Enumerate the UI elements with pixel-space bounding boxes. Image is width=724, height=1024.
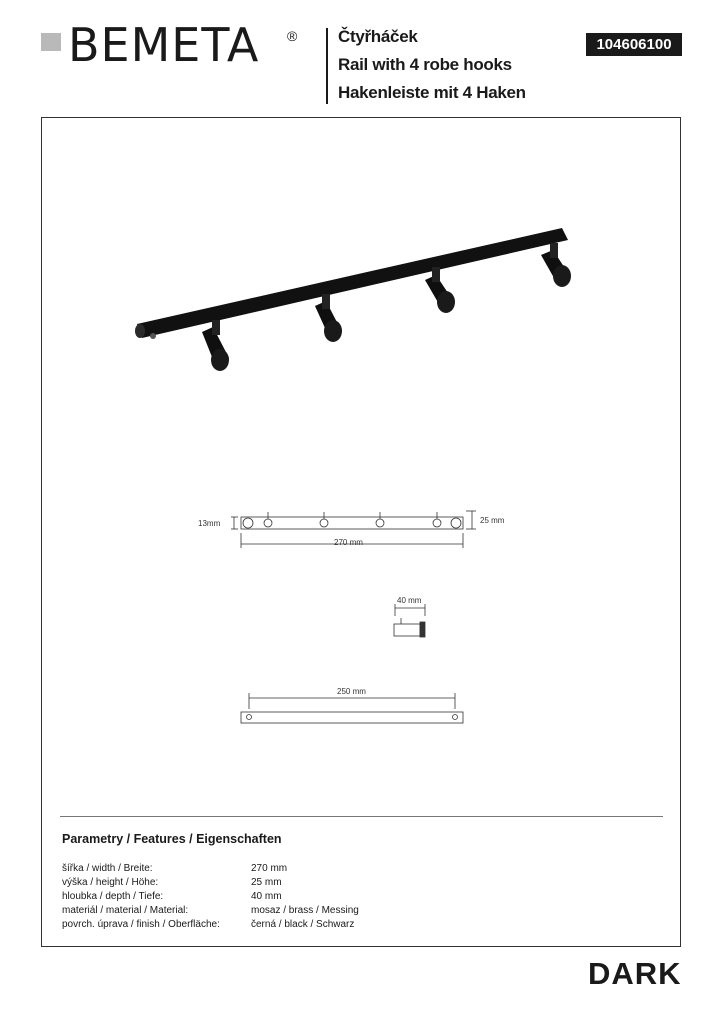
feature-row — [62, 862, 359, 876]
brand-logo: BEMETA — [68, 18, 260, 72]
hook-depth-label: 40 mm — [397, 596, 422, 605]
feature-row — [62, 904, 359, 918]
width-dimension-label: 270 mm — [334, 538, 363, 547]
height-dimension-label: 13mm — [198, 519, 221, 528]
feature-value: 270 mm — [251, 863, 288, 874]
features-table — [62, 862, 359, 932]
registered-mark: ® — [287, 28, 298, 44]
mounting-plate-drawing — [241, 693, 463, 723]
feature-value: černá / black / Schwarz — [251, 919, 355, 930]
title-english: Rail with 4 robe hooks — [338, 55, 512, 74]
section-divider — [60, 816, 663, 817]
feature-label: hloubka / depth / Tiefe: — [62, 891, 164, 902]
mount-dimension-label: 250 mm — [337, 687, 366, 696]
feature-row — [62, 876, 359, 890]
feature-row — [62, 918, 359, 932]
title-czech: Čtyřháček — [338, 27, 418, 46]
feature-row — [62, 890, 359, 904]
feature-value: mosaz / brass / Messing — [251, 905, 359, 916]
feature-label: povrch. úprava / finish / Oberfläche: — [62, 919, 220, 930]
title-german: Hakenleiste mit 4 Haken — [338, 83, 526, 102]
series-label: DARK — [588, 956, 682, 991]
side-view-drawing — [394, 604, 425, 637]
feature-label: výška / height / Höhe: — [62, 877, 159, 888]
feature-value: 25 mm — [251, 877, 282, 888]
feature-value: 40 mm — [251, 891, 282, 902]
feature-label: materiál / material / Material: — [62, 905, 189, 916]
features-heading: Parametry / Features / Eigenschaften — [62, 832, 282, 846]
depth-dimension-label: 25 mm — [480, 516, 505, 525]
product-code-badge: 104606100 — [586, 33, 682, 56]
feature-label: šířka / width / Breite: — [62, 863, 153, 874]
product-image — [135, 228, 571, 371]
